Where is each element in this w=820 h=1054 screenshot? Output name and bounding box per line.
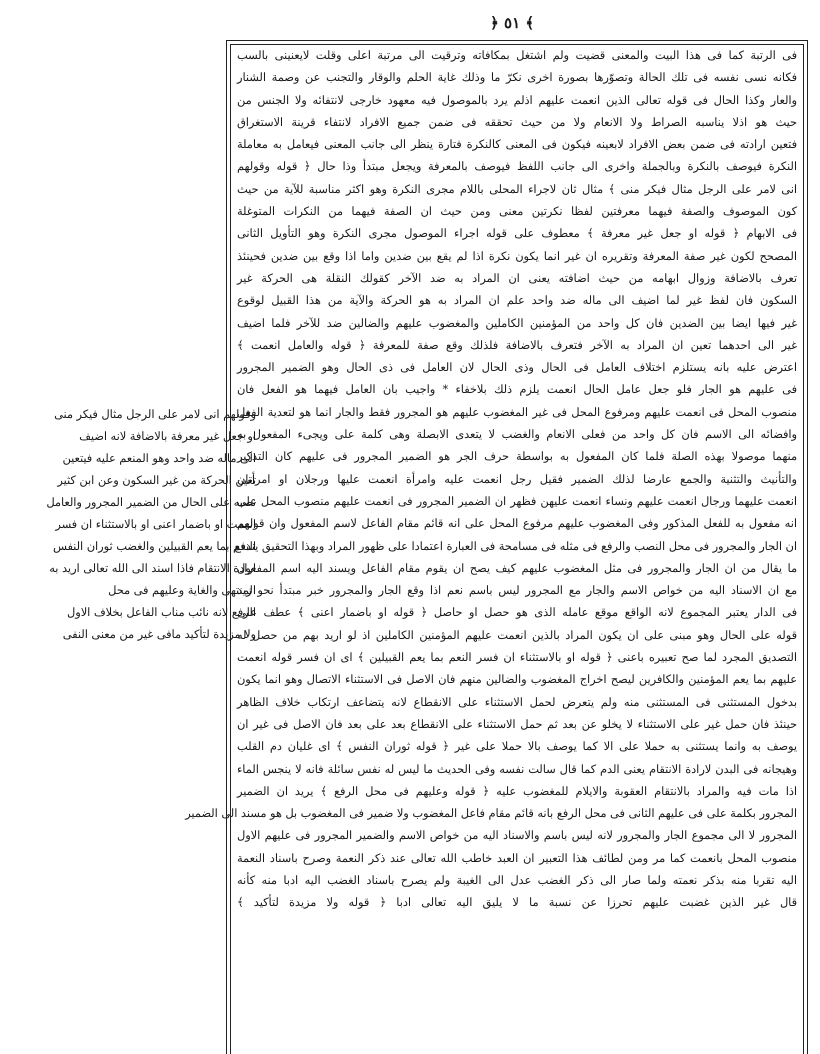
margin-line: او جعل غير معرفة بالاضافة لانه اضيف xyxy=(79,430,256,443)
text-line: ما يقال من ان الجار والمجرور فى مثل المغضوب عليهم كيف يصح ان يقوم مقام الفاعل ويسند اليه اسم المفعول xyxy=(237,561,797,575)
margin-line: ارادة الانتقام فاذا اسند الى الله تعالى اريد به xyxy=(49,562,256,575)
text-line: قال غير الذين غضبت عليهم تحرزا عن نسبة ما لا يليق اليه تعالى ادبا ﴿ قوله ولا مزيدة لتأكيد ﴾ xyxy=(237,896,797,910)
text-line: فكانه نسى نفسه فى تلك الحالة وتصوّرها بصورة اخرى نكرّ ما وذلك غاية الحلم والوقار والتجنب عن وصمة الشنار xyxy=(237,71,797,85)
text-line: فى الرتبة كما فى هذا البيت والمعنى قضيت ولم اشتغل بمكافاته وترقيت الى مرتبة اعلى وقلت لايعنينى بالسب xyxy=(237,49,797,62)
text-line: المجرور بكلمة على فى عليهم الثانى فى محل الرفع بانه قائم مقام فاعل المغضوب ولا ضمير فى المغضوب بل هو مسند الى الضمير xyxy=(185,807,797,821)
text-line: انعمت عليهما ورجال انعمت عليهم ونساء انعمت عليهن فظهر ان الضمير المجرور فى انعمت عليهم منصوب المحل على xyxy=(237,494,797,508)
text-line: تعرف بالاضافة وزوال ابهامه من حيث اضافته يعنى ان المراد به ضد الآخر كقولك النقلة هى الحركة غير xyxy=(237,271,797,285)
margin-line: وقولهم انى لامر على الرجل مثال فيكر منى xyxy=(54,408,256,421)
text-line: وافضائه الى الاسم فان كل واحد من فعلى الانعام والغضب لا يتعدى الابصلة وهى كلمة على ويجىء المفعول به xyxy=(237,428,797,442)
margin-line: تعين الحركة من غير السكون وعن ابن كثير xyxy=(57,474,256,487)
text-line: غير فيها ايضا بين الضدين فان كل واحد من المؤمنين الكاملين والمغضوب عليهم والضالين ضد للآخر فلما اضيف xyxy=(237,316,797,330)
text-line: قوله على الحال وهو مبنى على ان يكون المراد بالذين انعمت عليهم المؤمنين الكاملين اذ لو اريد بهم من حصل له xyxy=(237,628,797,642)
text-line: منصوب المحل بانعمت كما مر ومن لطائف هذا التعبير ان العبد خاطب الله تعالى عند ذكر النعمة وصرح باسناد النعمة xyxy=(237,851,797,865)
text-line: اليه تقربا منه بذكر نعمته ولما صار الى ذكر الغضب عدل الى الغيبة ولم يصرح باسناد الغضب اليه ادبا منه كأنه xyxy=(237,873,797,887)
margin-line: الى ماله ضد واحد وهو المنعم عليه فيتعين xyxy=(62,452,256,465)
text-line: والعار وكذا الحال فى قوله تعالى الذين انعمت عليهم اذلم يرد بالموصول فيه معهود خارجى لانتفائه ولا الجنس من xyxy=(237,93,797,107)
text-line: وهيجانه فى البدن لارادة الانتقام يعنى الدم كما قال سالت نفسه وفى الحديث ما ليس له نفس سائلة فانه لا ينجس الماء xyxy=(237,762,797,776)
page-number: ﴿ ٥١ ﴾ xyxy=(490,14,535,32)
margin-line: النعم بما يعم القبيلين والغضب ثوران النفس xyxy=(53,540,256,553)
text-line: حيث هو اذلا يناسبه الصراط ولا الانعام ولا من حيث تحققه فى ضمن جميع الافراد لانتفاء قرينة الاستغراق xyxy=(237,115,797,129)
text-line: السكون فان لفظ غير لما اضيف الى ماله ضد واحد علم ان المراد به هو الحركة والآية من هذا القبيل لوقوع xyxy=(237,294,797,308)
text-line: والتأنيث والتثنية والجمع عارضا لذلك الضمير فقيل رجل انعمت عليه وامرأة انعمت عليها ورجلان او امرأتان xyxy=(237,472,797,486)
text-line: المجرور لا الى مجموع الجار والمجرور لانه ليس باسم والاسناد اليه من خواص الاسم والضمير المجرور فى عليهم الاول xyxy=(237,829,797,843)
text-line: انى لامر على الرجل مثال فيكر منى ﴾ مثال ثان لاجراء المحلى باللام مجرى النكرة وهو اكثر مناسبة للآية من حيث xyxy=(237,182,797,196)
text-line: اعترض عليه بانه يستلزم اختلاف العامل فى الحال وذى الحال لان العامل فى ذى الحال وهو الضمير المجرور xyxy=(237,361,797,375)
text-line: حينئذ فان حمل غير على الاستثناء لا يخلو عن بعد ثم حمل الاستثناء على الانقطاع بعد على بعد فان الاصل فى غير ان xyxy=(237,717,797,731)
main-text-body xyxy=(185,44,804,1054)
text-line: التصديق المجرد لما صح تعبيره باعنى ﴿ قوله او بالاستثناء ان فسر النعم بما يعم القبيلين ﴾ اى ان فسر قوله انعمت xyxy=(237,651,797,665)
text-line: ان الجار والمجرور فى محل النصب والرفع فى مثله فى مسامحة فى العبارة اعتمادا على ظهور المراد وبهذا التحقيق يندفع xyxy=(234,539,797,553)
text-line: منصوب المحل فى انعمت عليهم ومرفوع المحل فى غير المغضوب عليهم هو المجرور فقط والجار انما هو لتعدية الفعل xyxy=(237,405,797,419)
text-line: فتعين ارادته فى ضمن بعض الافراد لابعينه فيكون فى المعنى كالنكرة فتارة ينظر الى جانب المعنى فيعامل به معاملة xyxy=(237,138,797,152)
text-line: يوصف به وانما يستثنى به حملا على الا كما يوصف بالا حملا على غير ﴿ قوله ثوران النفس ﴾ اى غليان دم القلب xyxy=(237,740,797,754)
text-line: المصحح لكون غير صفة المعرفة وتقريره ان غير انما يكون نكرة اذا لم يقع بين ضدين واما اذا وقع بين ضدين فحينئذ xyxy=(237,249,797,263)
margin-line: انعمت او باضمار اعنى او بالاستثناء ان فسر xyxy=(55,518,256,531)
margin-line: الرفع لانه نائب مناب الفاعل بخلاف الاول xyxy=(67,606,256,619)
text-line: فى عليهم هو الجار فلو جعل عامل الحال انعمت يلزم ذلك بلاخفاء * واجيب بان العامل فيهما هو الفعل فان xyxy=(237,383,797,397)
text-line: اذا مات فيه والمراد بالانتقام العقوبة والايلام للمغضوب عليه ﴿ قوله وعليهم فى محل الرفع ﴾ يريد ان الضمير xyxy=(237,784,797,798)
margin-line: نصبه على الحال من الضمير المجرور والعامل xyxy=(46,496,256,509)
text-line: انه مفعول به للفعل المذكور وفى المغضوب عليهم مرفوع المحل على انه قائم مقام الفاعل لاسم المفعول وان قولهم xyxy=(237,517,797,531)
text-line: عليهم بما يعم المؤمنين والكافرين ليصح اخراج المغضوب والضالين منهم فان الاصل فى الاستثناء الاتصال وهو انما يكون xyxy=(237,673,797,687)
text-line: غير الى احدهما تعين ان المراد به الآخر فتعرف بالاضافة فلذلك وقع صفة للمعرفة ﴿ قوله والعامل انعمت ﴾ xyxy=(237,338,797,352)
text-line: النكرة فيوصف بالنكرة وبالجملة واخرى الى جانب اللفظ فيوصف بالمعرفة ويجعل مبتدأ وذا حال ﴿ قوله وقولهم xyxy=(237,160,797,174)
margin-line: المنتهى والغاية وعليهم فى محل xyxy=(108,584,256,597)
margin-line: ولا مزيدة لتأكيد مافى غير من معنى النفى xyxy=(62,628,256,641)
margin-commentary xyxy=(0,0,256,1053)
text-line: مع ان الاسناد اليه من خواص الاسم والجار مع المجرور ليس باسم نعم اذا وقع الجار والمجرور خبر مبتدأ نحو زيد xyxy=(237,584,797,598)
text-line: فى الدار يعتبر المجموع لانه الواقع موقع عامله الذى هو حصل او حاصل ﴿ قوله او باضمار اعنى ﴾ عطف على xyxy=(237,606,797,620)
text-line: كون الموصوف والصفة فيهما معرفتين لفظا نكرتين معنى ومن حيث ان الصفة فيهما من النكرات المتوغلة xyxy=(237,205,797,219)
text-line: منهما موصولا بهذه الصلة فلما كان المفعول به بواسطة حرف الجر هو الضمير المجرور فى عليهم كان التذكير xyxy=(237,450,797,464)
text-line: بدخول المستثنى فى المستثنى منه ولم يتعرض لحمل الاستثناء على الانقطاع لانه يتضاعف ارتكاب خلاف الظاهر xyxy=(237,695,797,709)
main-text-frame xyxy=(185,40,808,1054)
text-line: فى الابهام ﴿ قوله او جعل غير معرفة ﴾ معطوف على قوله اجراء الموصول مجرى النكرة وهو التأويل الثانى xyxy=(237,227,797,241)
